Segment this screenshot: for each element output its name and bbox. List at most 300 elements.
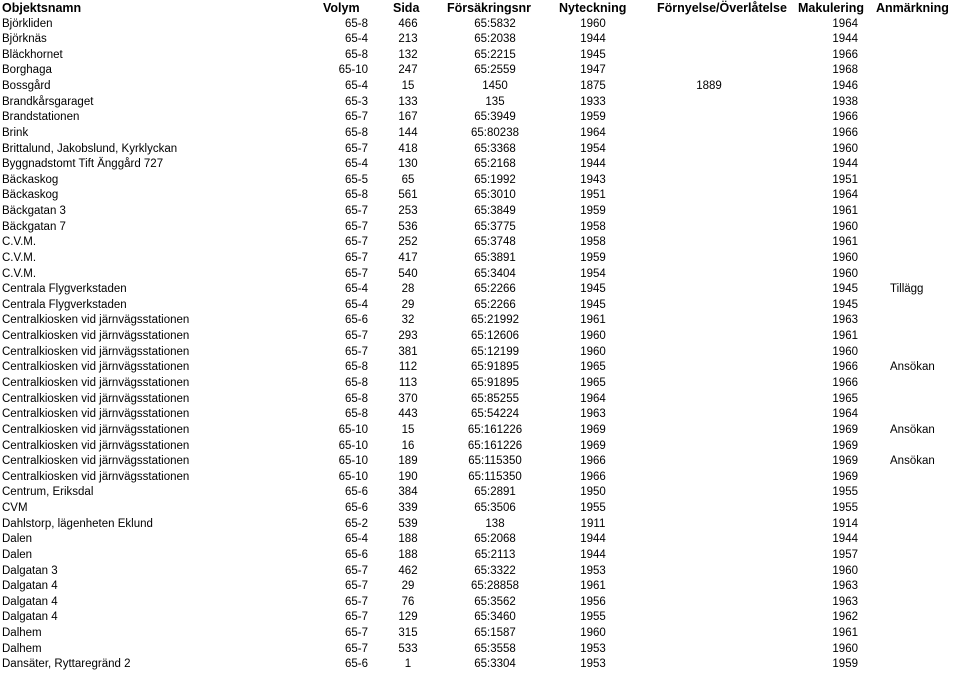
cell-fornyelse xyxy=(650,282,768,298)
cell-fornyelse xyxy=(650,595,768,611)
cell-sida: 533 xyxy=(398,642,418,655)
cell-objektsnamn: Bossgård xyxy=(2,80,51,93)
table-row xyxy=(0,79,960,95)
table-row xyxy=(0,126,960,142)
cell-nyteckning: 1969 xyxy=(580,439,606,452)
cell-nyteckning: 1960 xyxy=(580,627,606,640)
cell-sida: 540 xyxy=(398,267,418,280)
cell-makulering: 1960 xyxy=(832,267,858,280)
cell-objektsnamn: Borghaga xyxy=(2,64,52,77)
cell-forsakringsnr: 135 xyxy=(485,95,505,108)
cell-makulering: 1966 xyxy=(832,361,858,374)
cell-objektsnamn: Bäckaskog xyxy=(2,189,59,202)
cell-nyteckning: 1953 xyxy=(580,658,606,671)
cell-sida: 133 xyxy=(398,95,418,108)
cell-forsakringsnr: 65:3010 xyxy=(474,189,516,202)
cell-objektsnamn: Björknäs xyxy=(2,33,47,46)
cell-fornyelse xyxy=(650,407,768,423)
cell-makulering: 1963 xyxy=(832,580,858,593)
cell-sida: 32 xyxy=(401,314,415,327)
cell-nyteckning: 1958 xyxy=(580,236,606,249)
cell-sida: 384 xyxy=(398,486,418,499)
cell-volym: 65-7 xyxy=(344,345,368,358)
cell-fornyelse xyxy=(650,251,768,267)
cell-makulering: 1966 xyxy=(832,111,858,124)
cell-objektsnamn: Centralkiosken vid järnvägsstationen xyxy=(2,455,190,468)
cell-makulering: 1962 xyxy=(832,611,858,624)
cell-forsakringsnr: 65:1992 xyxy=(474,173,516,186)
cell-sida: 1 xyxy=(404,658,412,671)
cell-objektsnamn: Centrum, Eriksdal xyxy=(2,486,94,499)
cell-forsakringsnr: 65:2038 xyxy=(474,33,516,46)
table-row xyxy=(0,157,960,173)
cell-fornyelse xyxy=(650,267,768,283)
cell-forsakringsnr: 65:2168 xyxy=(474,158,516,171)
cell-objektsnamn: Centralkiosken vid järnvägsstationen xyxy=(2,361,190,374)
cell-objektsnamn: C.V.M. xyxy=(2,251,37,264)
cell-sida: 339 xyxy=(398,502,418,515)
cell-sida: 29 xyxy=(401,580,415,593)
header-row xyxy=(0,0,960,16)
header-volym: Volym xyxy=(323,1,360,15)
header-nyteckning: Nyteckning xyxy=(559,1,627,15)
cell-objektsnamn: Centrala Flygverkstaden xyxy=(2,298,127,311)
cell-forsakringsnr: 65:91895 xyxy=(471,361,519,374)
cell-fornyelse xyxy=(650,157,768,173)
cell-makulering: 1968 xyxy=(832,64,858,77)
cell-sida: 418 xyxy=(398,142,418,155)
cell-fornyelse xyxy=(650,626,768,642)
cell-objektsnamn: Brittalund, Jakobslund, Kyrklyckan xyxy=(2,142,178,155)
cell-fornyelse xyxy=(650,235,768,251)
cell-objektsnamn: Bäckaskog xyxy=(2,173,59,186)
cell-nyteckning: 1953 xyxy=(580,642,606,655)
cell-makulering: 1960 xyxy=(832,564,858,577)
cell-anmarkning: Ansökan xyxy=(890,361,935,374)
cell-fornyelse xyxy=(650,470,768,486)
table-row xyxy=(0,610,960,626)
cell-forsakringsnr: 65:161226 xyxy=(467,423,523,436)
cell-nyteckning: 1959 xyxy=(580,205,606,218)
cell-forsakringsnr: 65:2891 xyxy=(474,486,516,499)
table-row xyxy=(0,110,960,126)
cell-anmarkning: Ansökan xyxy=(890,455,935,468)
cell-makulering: 1938 xyxy=(832,95,858,108)
cell-objektsnamn: Dalhem xyxy=(2,642,42,655)
cell-volym: 65-7 xyxy=(344,236,368,249)
header-anmarkning: Anmärkning xyxy=(876,1,949,15)
table-row xyxy=(0,188,960,204)
cell-volym: 65-8 xyxy=(344,189,368,202)
cell-nyteckning: 1960 xyxy=(580,17,606,30)
cell-volym: 65-10 xyxy=(338,423,368,436)
cell-fornyelse xyxy=(650,548,768,564)
cell-makulering: 1944 xyxy=(832,158,858,171)
cell-nyteckning: 1944 xyxy=(580,548,606,561)
cell-nyteckning: 1911 xyxy=(580,517,606,530)
cell-sida: 144 xyxy=(398,126,418,139)
cell-fornyelse xyxy=(650,95,768,111)
table-row xyxy=(0,220,960,236)
cell-forsakringsnr: 65:91895 xyxy=(471,376,519,389)
table-row xyxy=(0,548,960,564)
cell-makulering: 1961 xyxy=(832,236,858,249)
cell-forsakringsnr: 65:3506 xyxy=(474,502,516,515)
cell-nyteckning: 1955 xyxy=(580,611,606,624)
cell-makulering: 1964 xyxy=(832,17,858,30)
cell-fornyelse xyxy=(650,126,768,142)
cell-nyteckning: 1956 xyxy=(580,595,606,608)
cell-objektsnamn: Dalgatan 4 xyxy=(2,611,58,624)
cell-objektsnamn: Centralkiosken vid järnvägsstationen xyxy=(2,345,190,358)
table-row xyxy=(0,360,960,376)
cell-sida: 65 xyxy=(401,173,415,186)
header-objektsnamn: Objektsnamn xyxy=(2,1,82,15)
cell-fornyelse xyxy=(650,313,768,329)
cell-volym: 65-4 xyxy=(344,158,368,171)
cell-nyteckning: 1950 xyxy=(580,486,606,499)
cell-volym: 65-8 xyxy=(344,17,368,30)
cell-volym: 65-7 xyxy=(344,267,368,280)
cell-sida: 417 xyxy=(398,251,418,264)
cell-makulering: 1914 xyxy=(832,517,858,530)
cell-sida: 536 xyxy=(398,220,418,233)
cell-volym: 65-4 xyxy=(344,533,368,546)
table-row xyxy=(0,142,960,158)
cell-volym: 65-6 xyxy=(344,314,368,327)
cell-makulering: 1964 xyxy=(832,408,858,421)
cell-objektsnamn: Brandstationen xyxy=(2,111,80,124)
table-row xyxy=(0,204,960,220)
cell-forsakringsnr: 65:115350 xyxy=(468,470,522,483)
cell-volym: 65-7 xyxy=(344,142,368,155)
table-row xyxy=(0,251,960,267)
cell-forsakringsnr: 65:3849 xyxy=(474,205,516,218)
table-row xyxy=(0,564,960,580)
cell-fornyelse xyxy=(650,17,768,33)
cell-makulering: 1964 xyxy=(832,189,858,202)
cell-volym: 65-10 xyxy=(338,64,368,77)
table-row xyxy=(0,423,960,439)
cell-sida: 443 xyxy=(398,408,418,421)
cell-nyteckning: 1875 xyxy=(580,80,606,93)
cell-volym: 65-4 xyxy=(344,298,368,311)
cell-sida: 189 xyxy=(398,455,418,468)
cell-fornyelse xyxy=(650,345,768,361)
cell-fornyelse xyxy=(650,454,768,470)
cell-objektsnamn: Brink xyxy=(2,126,29,139)
cell-nyteckning: 1959 xyxy=(580,251,606,264)
cell-sida: 112 xyxy=(398,361,418,374)
table-row xyxy=(0,407,960,423)
cell-objektsnamn: CVM xyxy=(2,502,28,515)
table-row xyxy=(0,439,960,455)
cell-forsakringsnr: 65:54224 xyxy=(471,408,519,421)
cell-objektsnamn: Dalen xyxy=(2,548,33,561)
cell-makulering: 1966 xyxy=(832,126,858,139)
table-row xyxy=(0,17,960,33)
cell-makulering: 1944 xyxy=(832,533,858,546)
cell-volym: 65-2 xyxy=(344,517,368,530)
cell-sida: 129 xyxy=(398,611,418,624)
cell-objektsnamn: Björkliden xyxy=(2,17,53,30)
cell-nyteckning: 1953 xyxy=(580,564,606,577)
cell-makulering: 1945 xyxy=(832,283,858,296)
cell-makulering: 1944 xyxy=(832,33,858,46)
cell-forsakringsnr: 65:2266 xyxy=(474,283,516,296)
cell-makulering: 1946 xyxy=(832,80,858,93)
cell-makulering: 1969 xyxy=(832,455,858,468)
cell-volym: 65-10 xyxy=(338,455,368,468)
table-row xyxy=(0,32,960,48)
cell-volym: 65-8 xyxy=(344,361,368,374)
cell-anmarkning: Tillägg xyxy=(890,283,924,296)
cell-forsakringsnr: 65:28858 xyxy=(471,580,519,593)
cell-volym: 65-6 xyxy=(344,502,368,515)
cell-makulering: 1960 xyxy=(832,642,858,655)
cell-nyteckning: 1954 xyxy=(580,267,606,280)
table-row xyxy=(0,485,960,501)
cell-volym: 65-8 xyxy=(344,126,368,139)
cell-nyteckning: 1945 xyxy=(580,298,606,311)
cell-makulering: 1966 xyxy=(832,48,858,61)
cell-forsakringsnr: 65:2068 xyxy=(474,533,516,546)
cell-makulering: 1961 xyxy=(832,205,858,218)
cell-volym: 65-10 xyxy=(338,439,368,452)
cell-objektsnamn: Dalgatan 4 xyxy=(2,580,58,593)
table-row xyxy=(0,298,960,314)
cell-makulering: 1955 xyxy=(832,502,858,515)
cell-volym: 65-6 xyxy=(344,548,368,561)
table-row xyxy=(0,579,960,595)
cell-makulering: 1961 xyxy=(832,330,858,343)
table-row xyxy=(0,345,960,361)
cell-objektsnamn: Centralkiosken vid järnvägsstationen xyxy=(2,314,190,327)
table-row xyxy=(0,517,960,533)
cell-sida: 76 xyxy=(401,595,415,608)
table-row xyxy=(0,235,960,251)
table-row xyxy=(0,329,960,345)
cell-volym: 65-8 xyxy=(344,408,368,421)
cell-nyteckning: 1945 xyxy=(580,48,606,61)
cell-forsakringsnr: 65:3891 xyxy=(474,251,516,264)
cell-objektsnamn: Bläckhornet xyxy=(2,48,63,61)
cell-sida: 15 xyxy=(401,423,415,436)
cell-fornyelse xyxy=(650,610,768,626)
cell-nyteckning: 1945 xyxy=(580,283,606,296)
cell-sida: 130 xyxy=(398,158,418,171)
cell-fornyelse xyxy=(650,220,768,236)
cell-sida: 539 xyxy=(398,517,418,530)
cell-sida: 253 xyxy=(398,205,418,218)
cell-nyteckning: 1960 xyxy=(580,330,606,343)
cell-forsakringsnr: 65:3404 xyxy=(474,267,516,280)
cell-forsakringsnr: 65:5832 xyxy=(474,17,516,30)
cell-volym: 65-7 xyxy=(344,611,368,624)
cell-makulering: 1960 xyxy=(832,251,858,264)
cell-makulering: 1945 xyxy=(832,298,858,311)
cell-fornyelse xyxy=(650,439,768,455)
cell-nyteckning: 1944 xyxy=(580,533,606,546)
cell-objektsnamn: Centrala Flygverkstaden xyxy=(2,283,127,296)
cell-nyteckning: 1961 xyxy=(580,314,606,327)
cell-nyteckning: 1965 xyxy=(580,376,606,389)
cell-nyteckning: 1951 xyxy=(580,189,606,202)
cell-sida: 381 xyxy=(398,345,418,358)
cell-forsakringsnr: 65:12199 xyxy=(471,345,519,358)
table-row xyxy=(0,626,960,642)
table-row xyxy=(0,392,960,408)
cell-sida: 561 xyxy=(398,189,418,202)
cell-volym: 65-6 xyxy=(344,486,368,499)
cell-fornyelse xyxy=(650,517,768,533)
cell-volym: 65-7 xyxy=(344,627,368,640)
cell-fornyelse xyxy=(650,173,768,189)
cell-volym: 65-4 xyxy=(344,33,368,46)
cell-nyteckning: 1965 xyxy=(580,361,606,374)
cell-nyteckning: 1969 xyxy=(580,423,606,436)
header-fornyelse: Förnyelse/Överlåtelse xyxy=(657,1,787,15)
cell-sida: 213 xyxy=(398,33,418,46)
cell-nyteckning: 1947 xyxy=(580,64,606,77)
cell-nyteckning: 1966 xyxy=(580,455,606,468)
cell-nyteckning: 1964 xyxy=(580,392,606,405)
cell-forsakringsnr: 65:3558 xyxy=(474,642,516,655)
cell-forsakringsnr: 138 xyxy=(485,517,505,530)
cell-makulering: 1965 xyxy=(832,392,858,405)
cell-fornyelse xyxy=(650,48,768,64)
cell-volym: 65-3 xyxy=(344,95,368,108)
cell-fornyelse xyxy=(650,32,768,48)
header-sida: Sida xyxy=(393,1,420,15)
cell-makulering: 1951 xyxy=(832,173,858,186)
cell-sida: 190 xyxy=(398,470,418,483)
cell-objektsnamn: Bäckgatan 7 xyxy=(2,220,66,233)
cell-volym: 65-4 xyxy=(344,283,368,296)
table-row xyxy=(0,595,960,611)
cell-forsakringsnr: 65:3748 xyxy=(474,236,516,249)
cell-volym: 65-7 xyxy=(344,220,368,233)
cell-forsakringsnr: 65:3304 xyxy=(474,658,516,671)
cell-fornyelse xyxy=(650,564,768,580)
cell-volym: 65-7 xyxy=(344,330,368,343)
cell-volym: 65-7 xyxy=(344,564,368,577)
table-row xyxy=(0,282,960,298)
cell-makulering: 1959 xyxy=(832,658,858,671)
cell-makulering: 1969 xyxy=(832,439,858,452)
cell-objektsnamn: Bäckgatan 3 xyxy=(2,205,66,218)
cell-forsakringsnr: 65:85255 xyxy=(471,392,519,405)
cell-fornyelse xyxy=(650,657,768,673)
cell-fornyelse xyxy=(650,501,768,517)
cell-makulering: 1963 xyxy=(832,314,858,327)
cell-objektsnamn: Dalhem xyxy=(2,627,42,640)
table-row xyxy=(0,657,960,673)
cell-nyteckning: 1964 xyxy=(580,126,606,139)
cell-forsakringsnr: 65:2113 xyxy=(474,548,516,561)
cell-sida: 188 xyxy=(398,548,418,561)
table-row xyxy=(0,173,960,189)
cell-forsakringsnr: 65:3368 xyxy=(474,142,516,155)
cell-sida: 28 xyxy=(401,283,415,296)
cell-makulering: 1961 xyxy=(832,627,858,640)
cell-makulering: 1960 xyxy=(832,142,858,155)
table-row xyxy=(0,501,960,517)
cell-makulering: 1960 xyxy=(832,220,858,233)
cell-fornyelse xyxy=(650,329,768,345)
cell-forsakringsnr: 65:161226 xyxy=(467,439,523,452)
cell-sida: 188 xyxy=(398,533,418,546)
cell-objektsnamn: Dalgatan 3 xyxy=(2,564,58,577)
cell-volym: 65-7 xyxy=(344,205,368,218)
table-row xyxy=(0,48,960,64)
cell-forsakringsnr: 65:21992 xyxy=(471,314,519,327)
header-forsakringsnr: Försäkringsnr xyxy=(447,1,532,15)
cell-nyteckning: 1963 xyxy=(580,408,606,421)
cell-makulering: 1966 xyxy=(832,376,858,389)
table-row xyxy=(0,63,960,79)
cell-nyteckning: 1958 xyxy=(580,220,606,233)
cell-fornyelse xyxy=(650,110,768,126)
cell-objektsnamn: Dahlstorp, lägenheten Eklund xyxy=(2,517,153,530)
cell-makulering: 1957 xyxy=(832,548,858,561)
cell-nyteckning: 1960 xyxy=(580,345,606,358)
cell-fornyelse xyxy=(650,298,768,314)
cell-sida: 370 xyxy=(398,392,418,405)
cell-forsakringsnr: 65:3562 xyxy=(474,595,516,608)
cell-makulering: 1969 xyxy=(832,470,858,483)
cell-fornyelse xyxy=(650,142,768,158)
cell-volym: 65-7 xyxy=(344,251,368,264)
cell-forsakringsnr: 65:115350 xyxy=(468,455,522,468)
cell-fornyelse xyxy=(650,188,768,204)
cell-makulering: 1960 xyxy=(832,345,858,358)
cell-forsakringsnr: 65:3460 xyxy=(474,611,516,624)
cell-fornyelse xyxy=(650,392,768,408)
cell-sida: 466 xyxy=(398,17,418,30)
cell-volym: 65-7 xyxy=(344,642,368,655)
cell-objektsnamn: Centralkiosken vid järnvägsstationen xyxy=(2,470,190,483)
cell-fornyelse xyxy=(650,532,768,548)
table-row xyxy=(0,267,960,283)
cell-makulering: 1969 xyxy=(832,423,858,436)
cell-fornyelse xyxy=(650,579,768,595)
cell-fornyelse xyxy=(650,204,768,220)
cell-volym: 65-4 xyxy=(344,80,368,93)
cell-fornyelse xyxy=(650,63,768,79)
cell-anmarkning: Ansökan xyxy=(890,423,935,436)
table-row xyxy=(0,95,960,111)
cell-forsakringsnr: 65:2266 xyxy=(474,298,516,311)
cell-objektsnamn: Brandkårsgaraget xyxy=(2,95,94,108)
cell-nyteckning: 1954 xyxy=(580,142,606,155)
cell-volym: 65-7 xyxy=(344,595,368,608)
table-row xyxy=(0,313,960,329)
cell-objektsnamn: Centralkiosken vid järnvägsstationen xyxy=(2,408,190,421)
cell-fornyelse xyxy=(650,360,768,376)
cell-makulering: 1963 xyxy=(832,595,858,608)
cell-nyteckning: 1955 xyxy=(580,502,606,515)
cell-forsakringsnr: 65:3322 xyxy=(474,564,516,577)
cell-sida: 247 xyxy=(398,64,418,77)
cell-objektsnamn: Byggnadstomt Tift Änggård 727 xyxy=(2,158,164,171)
cell-objektsnamn: Centralkiosken vid järnvägsstationen xyxy=(2,439,190,452)
cell-volym: 65-5 xyxy=(344,173,368,186)
cell-forsakringsnr: 65:2215 xyxy=(474,48,516,61)
cell-objektsnamn: Dalen xyxy=(2,533,33,546)
cell-makulering: 1955 xyxy=(832,486,858,499)
cell-forsakringsnr: 65:80238 xyxy=(471,126,519,139)
